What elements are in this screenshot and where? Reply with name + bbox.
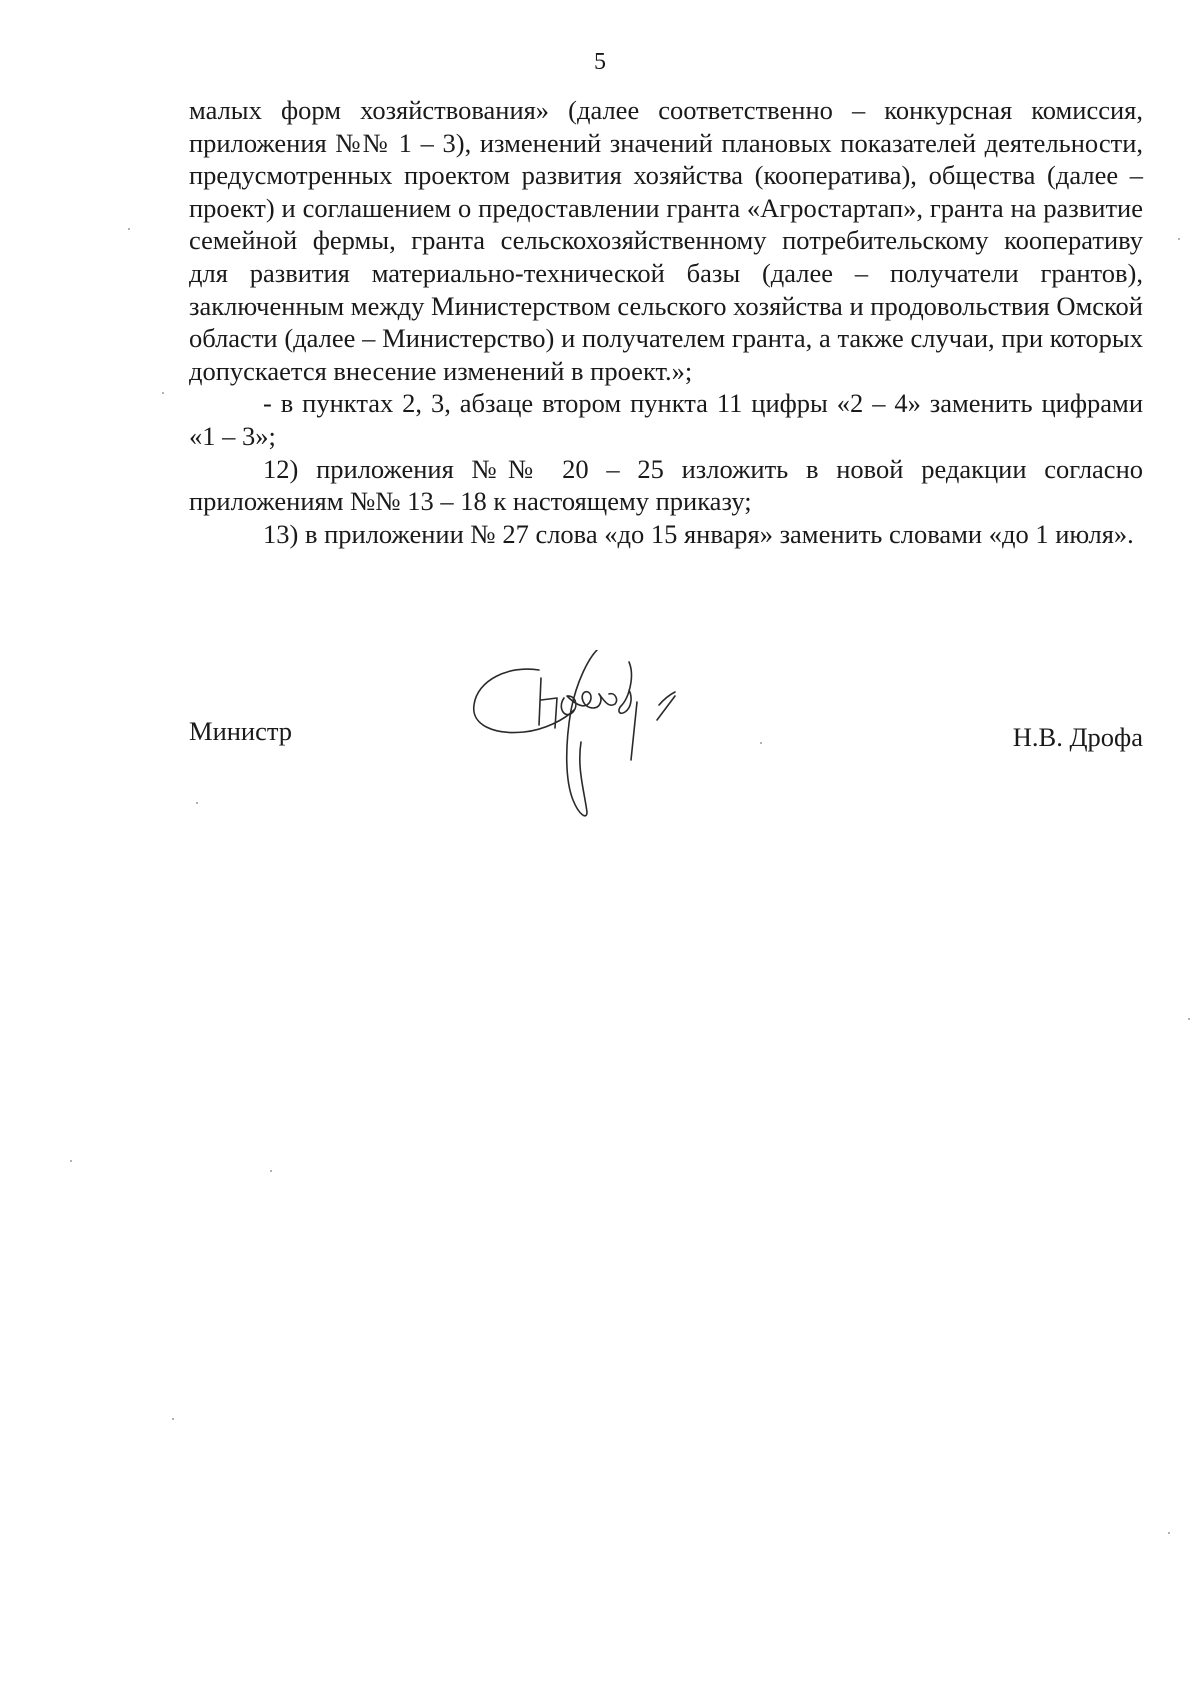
handwritten-signature	[469, 650, 729, 840]
scan-speck	[1168, 1532, 1170, 1534]
scan-speck	[1188, 1018, 1190, 1020]
scan-speck	[70, 1160, 72, 1162]
paragraph-continuation: малых форм хозяйствования» (далее соответственно – конкурсная комиссия, приложения №№ 1 – 3), изменений значений плановых показателей деятельности, предусмотренных проектом развития хозяйства (кооператива), общества (далее – проект) и соглашением о предоставлении гранта «Агростартап», гранта на развитие семейной фермы, гранта сельскохозяйственному потребительскому кооперативу для развития материально-технической базы (далее – получатели грантов), заключенным между Министерством сельского хозяйства и продовольствия Омской области (далее – Министерство) и получателем гранта, а также случаи, при которых допускается внесение изменений в проект.»;	[189, 95, 1143, 386]
paragraph-item-13: 13) в приложении № 27 слова «до 15 января» заменить словами «до 1 июля».	[263, 518, 1134, 549]
scan-speck	[760, 742, 762, 744]
scan-speck	[172, 1418, 174, 1420]
signature-block	[189, 650, 1143, 850]
scan-speck	[196, 802, 198, 804]
paragraph-amendment-points: - в пунктах 2, 3, абзаце втором пункта 11 цифры «2 – 4» заменить цифрами «1 – 3»;	[189, 388, 1143, 451]
scan-speck	[162, 392, 164, 394]
paragraph-item-12: 12) приложения №№ 20 – 25 изложить в новой редакции согласно приложениям №№ 13 – 18 к настоящему приказу;	[189, 453, 1143, 517]
document-body	[189, 94, 1143, 550]
page-number: 5	[594, 49, 606, 75]
signatory-name: Н.В. Дрофа	[1012, 722, 1143, 752]
signatory-title: Министр	[189, 716, 293, 746]
scan-speck	[1178, 238, 1180, 240]
scan-speck	[270, 1170, 272, 1172]
scan-speck	[128, 228, 130, 230]
signature-strokes	[474, 650, 675, 816]
